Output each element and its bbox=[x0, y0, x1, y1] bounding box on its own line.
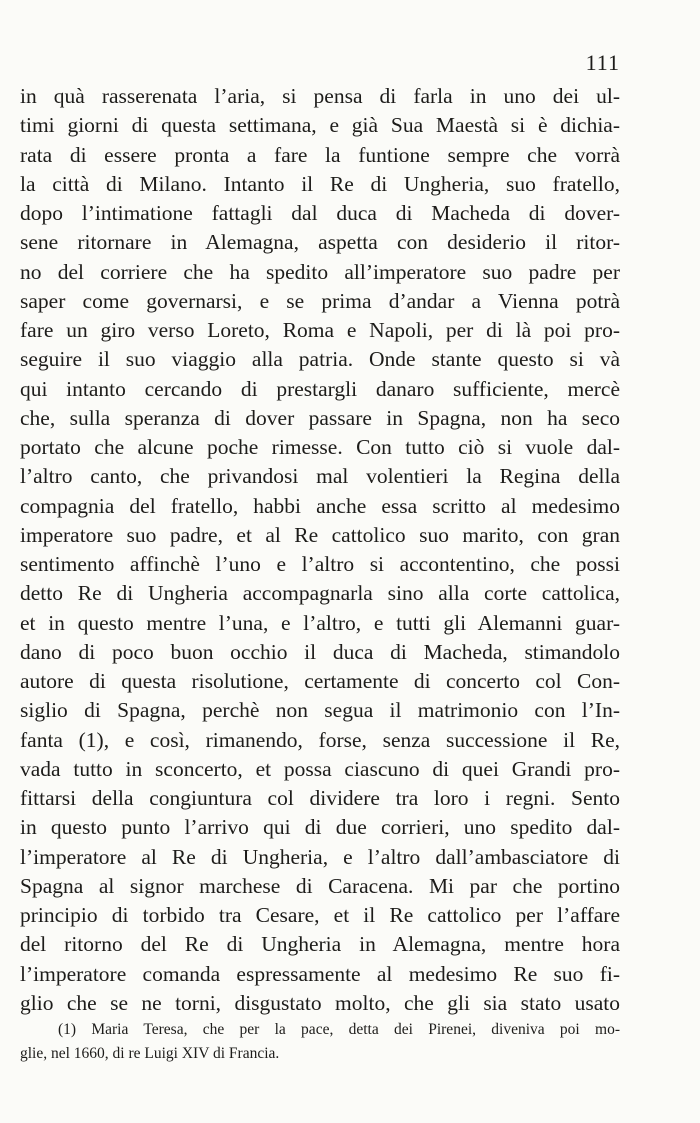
text-line: l’imperatore al Re di Ungheria, e l’altro dall’ambasciatore di bbox=[20, 844, 620, 869]
text-line: seguire il suo viaggio alla patria. Onde stante questo si và bbox=[20, 347, 620, 372]
text-line: fanta (1), e così, rimanendo, forse, senza successione il Re, bbox=[20, 727, 620, 752]
text-line: sene ritornare in Alemagna, aspetta con desiderio il ritor- bbox=[20, 230, 620, 255]
text-line: portato che alcune poche rimesse. Con tutto ciò si vuole dal- bbox=[20, 435, 620, 459]
text-line: autore di questa risolutione, certamente di concerto col Con- bbox=[20, 669, 620, 693]
text-line: saper come governarsi, e se prima d’andar a Vienna potrà bbox=[20, 288, 620, 313]
text-line: vada tutto in sconcerto, et possa ciascuno di quei Grandi pro- bbox=[20, 756, 620, 781]
footnote-line: (1) Maria Teresa, che per la pace, detta dei Pirenei, diveniva poi mo- bbox=[58, 1021, 620, 1038]
body-text bbox=[20, 82, 620, 1018]
page-number: 111 bbox=[585, 50, 620, 75]
text-line: glio che se ne torni, disgustato molto, che gli sia stato usato bbox=[20, 990, 620, 1015]
text-line: fittarsi della congiuntura col dividere tra loro i regni. Sento bbox=[20, 786, 620, 810]
text-line: in questo punto l’arrivo qui di due corrieri, uno spedito dal- bbox=[20, 815, 620, 840]
text-line: del ritorno del Re di Ungheria in Alemagna, mentre hora bbox=[20, 932, 620, 957]
text-line: dano di poco buon occhio il duca di Macheda, stimandolo bbox=[20, 639, 620, 664]
text-line: imperatore suo padre, et al Re cattolico suo marito, con gran bbox=[20, 522, 620, 547]
text-line: siglio di Spagna, perchè non segua il matrimonio con l’In- bbox=[20, 698, 620, 723]
text-line: Spagna al signor marchese di Caracena. Mi par che portino bbox=[20, 873, 620, 898]
footnote bbox=[20, 1018, 620, 1066]
text-line: principio di torbido tra Cesare, et il Re cattolico per l’affare bbox=[20, 903, 620, 927]
text-line: no del corriere che ha spedito all’imperatore suo padre per bbox=[20, 259, 620, 284]
footnote-line: glie, nel 1660, di re Luigi XIV di Francia. bbox=[20, 1045, 280, 1062]
text-line: rata di essere pronta a fare la funtione sempre che vorrà bbox=[20, 142, 620, 167]
text-line: sentimento affinchè l’uno e l’altro si accontentino, che possi bbox=[20, 552, 620, 576]
text-line: dopo l’intimatione fattagli dal duca di Macheda di dover- bbox=[20, 201, 620, 225]
text-line: detto Re di Ungheria accompagnarla sino alla corte cattolica, bbox=[20, 581, 620, 606]
text-line: compagnia del fratello, habbi anche essa scritto al medesimo bbox=[20, 493, 620, 518]
text-line: et in questo mentre l’una, e l’altro, e tutti gli Alemanni guar- bbox=[20, 610, 620, 635]
text-line: qui intanto cercando di prestargli danaro sufficiente, mercè bbox=[20, 376, 620, 401]
text-line: che, sulla speranza di dover passare in Spagna, non ha seco bbox=[20, 405, 620, 430]
text-line: timi giorni di questa settimana, e già Sua Maestà si è dichia- bbox=[20, 113, 620, 138]
text-line: la città di Milano. Intanto il Re di Ungheria, suo fratello, bbox=[20, 171, 620, 196]
text-line: fare un giro verso Loreto, Roma e Napoli, per di là poi pro- bbox=[20, 318, 620, 342]
text-line: l’altro canto, che privandosi mal volentieri la Regina della bbox=[20, 464, 620, 489]
text-line: l’imperatore comanda espressamente al medesimo Re suo fi- bbox=[20, 961, 620, 986]
text-line: in quà rasserenata l’aria, si pensa di farla in uno dei ul- bbox=[20, 84, 620, 108]
